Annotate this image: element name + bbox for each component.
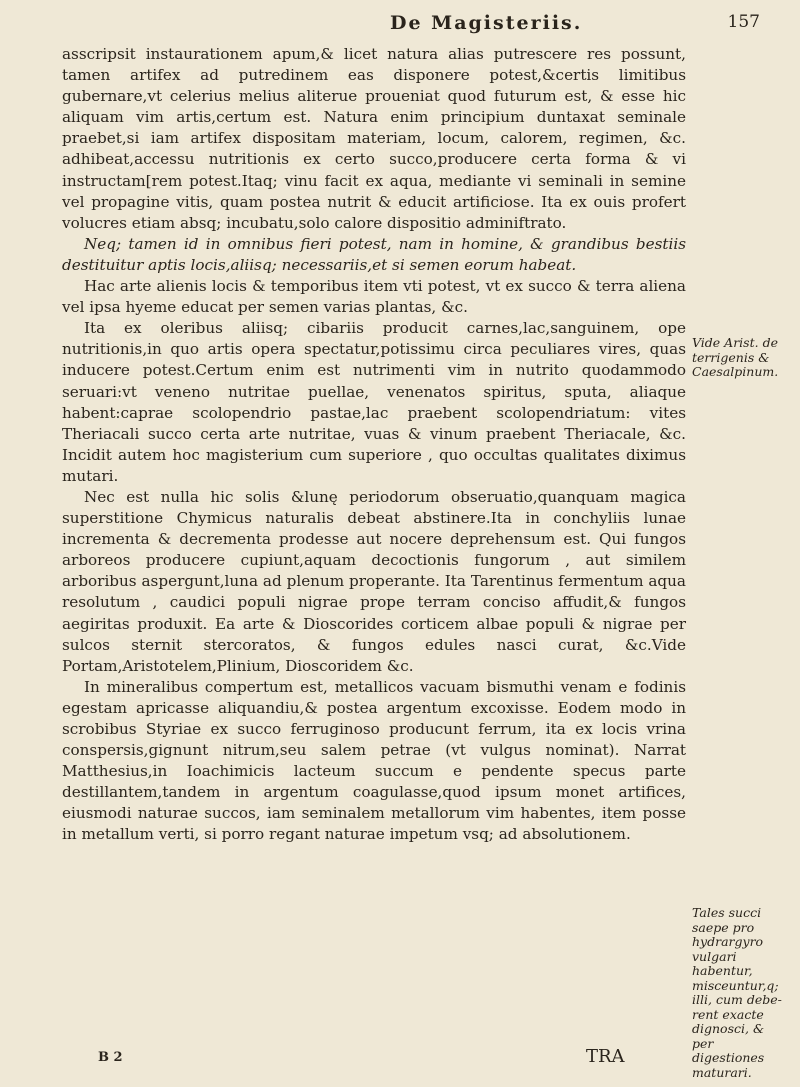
catchword: TRA	[586, 1046, 625, 1067]
signature-mark: B 2	[98, 1050, 123, 1065]
paragraph-5: Nec est nulla hic solis &lunę periodorum obseruatio,quanquam magica superstitione Chymicus naturalis debeat abstinere.Ita in conchyliis lunae incrementa & decrementa prodesse aut nocere deprehensum est. Qui fungos arboreos producere cupiunt,aquam decoctionis fungorum , aut similem arboribus aspergunt,luna ad plenum properante. Ita Tarentinus fermentum aqua resolutum , caudici populi nigrae prope terram conciso affudit,& fungos aegiritas produxit. Ea arte & Dioscorides corticem albae populi & nigrae per sulcos sternit stercoratos, & fungos edules nasci curat, &c.Vide Portam,Aristotelem,Plinium, Dioscoridem &c.	[62, 487, 686, 675]
page-header	[60, 12, 760, 38]
page-footer	[0, 1046, 800, 1070]
paragraph-2-italic: Neq; tamen id in omnibus fieri potest, nam in homine, & grandibus bestiis destituitur aptis locis,aliisq; necessariis,et si semen eorum habeat.	[62, 234, 686, 274]
running-title: De Magisteriis.	[390, 12, 583, 34]
main-text	[62, 44, 686, 846]
paragraph-1: asscripsit instaurationem apum,& licet natura alias putrescere res possunt, tamen artifex ad putredinem eas disponere potest,&certis limitibus gubernare,vt celerius melius aliterue proueniat quod futurum est, & esse hic aliquam vim artis,certum est. Natura enim principium duntaxat seminale praebet,si iam artifex dispositam materiam, locum, calorem, regimen, &c. adhibeat,accessu nutritionis ex certo succo,producere certa forma & vi instructam[rem potest.Itaq; vinu facit ex aqua, mediante vi seminali in semine vel propagine vitis, quam postea nutrit & educit artificiose. Ita ex ouis profert volucres etiam absq; incubatu,solo calore dispositio adminiftrato.	[62, 45, 686, 232]
paragraph-6: In mineralibus compertum est, metallicos vacuam bismuthi venam e fodinis egestam apricasse aliquandiu,& postea argentum excoxisse. Eodem modo in scrobibus Styriae ex succo ferruginoso producunt ferrum, ita ex locis vrina conspersis,gignunt nitrum,seu salem petrae (vt vulgus nominat). Narrat Matthesius,in Ioachimicis lacteum succum e pendente specus parte destillantem,tandem in argentum coagulasse,quod ipsum monet artifices, eiusmodi naturae succos, iam seminalem metallorum vim habentes, item posse in metallum verti, si porro regant naturae impetum vsq; ad absolutionem.	[62, 677, 686, 844]
margin-note-1: Vide Arist. de terrigenis & Caesalpinum.	[692, 335, 779, 379]
paragraph-3: Hac arte alienis locis & temporibus item vti potest, vt ex succo & terra aliena vel ipsa hyeme educat per semen varias plantas, &c.	[62, 277, 686, 317]
page-number: 157	[727, 12, 760, 32]
margin-note-2: Tales succi saepe pro hydrargyro vulgari habentur, misceuntur,q; illi, cum debe- rent exacte dignosci, & per digestiones maturari.	[692, 905, 782, 1080]
paragraph-4: Ita ex oleribus aliisq; cibariis producit carnes,lac,sanguinem, ope nutritionis,in quo artis opera spectatur,potissimu circa peculiares vires, quas inducere potest.Certum enim est nutrimenti vim in nutrito quodammodo seruari:vt veneno nutritae puellae, venenatos spiritus, sputa, aliaque habent:caprae scolopendrio pastae,lac praebent scolopendriatum: vites Theriacali succo certa arte nutritae, vuas & vinum praebent Theriacale, &c. Incidit autem hoc magisterium cum superiore , quo occultas qualitates diximus mutari.	[62, 319, 686, 485]
